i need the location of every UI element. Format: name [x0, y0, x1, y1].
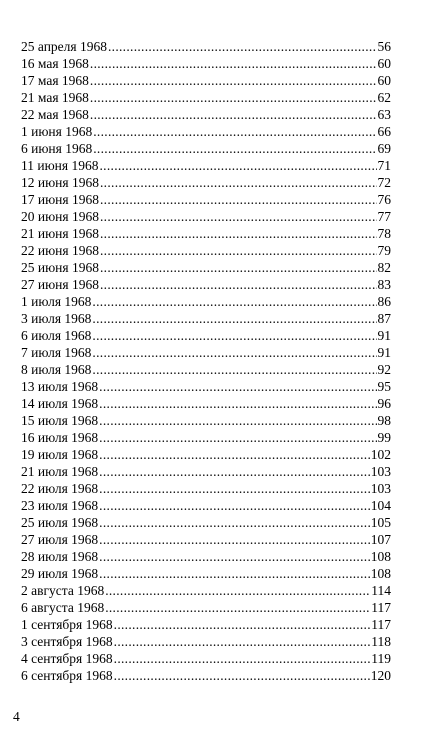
dot-leader [99, 548, 370, 565]
toc-entry-page: 118 [371, 634, 391, 649]
toc-entry-title: 13 июля 1968 [21, 379, 99, 394]
toc-entry[interactable] [21, 361, 391, 378]
toc-entry-page: 72 [377, 175, 391, 190]
page-number: 4 [13, 709, 20, 724]
toc-entry-page: 95 [377, 379, 391, 394]
dot-leader [99, 531, 370, 548]
dot-leader [90, 55, 377, 72]
toc-entry-page: 71 [377, 158, 391, 173]
toc-entry[interactable] [21, 327, 391, 344]
toc-entry-title: 7 июля 1968 [21, 345, 92, 360]
toc-entry-page: 86 [377, 294, 391, 309]
dot-leader [108, 38, 377, 55]
toc-entry[interactable] [21, 548, 391, 565]
toc-entry-title: 25 июня 1968 [21, 260, 99, 275]
dot-leader [114, 650, 371, 667]
toc-entry-page: 87 [377, 311, 391, 326]
toc-entry-page: 62 [377, 90, 391, 105]
toc-entry-page: 120 [370, 668, 391, 683]
toc-entry[interactable] [21, 293, 391, 310]
toc-entry-title: 22 июля 1968 [21, 481, 99, 496]
toc-entry[interactable] [21, 344, 391, 361]
toc-entry[interactable] [21, 106, 391, 123]
toc-entry[interactable] [21, 310, 391, 327]
dot-leader [100, 276, 377, 293]
toc-entry-title: 11 июня 1968 [21, 158, 99, 173]
dot-leader [100, 242, 377, 259]
toc-entry[interactable] [21, 514, 391, 531]
toc-entry-title: 20 июня 1968 [21, 209, 99, 224]
toc-entry-page: 77 [377, 209, 391, 224]
toc-entry-page: 91 [377, 345, 391, 360]
toc-entry[interactable] [21, 259, 391, 276]
toc-entry-page: 63 [377, 107, 391, 122]
toc-entry[interactable] [21, 599, 391, 616]
toc-entry[interactable] [21, 89, 391, 106]
toc-entry-page: 105 [370, 515, 391, 530]
toc-entry[interactable] [21, 480, 391, 497]
toc-entry[interactable] [21, 378, 391, 395]
toc-entry-page: 117 [371, 617, 391, 632]
toc-entry-page: 99 [377, 430, 391, 445]
toc-entry-page: 119 [371, 651, 391, 666]
toc-entry-title: 1 сентября 1968 [21, 617, 113, 632]
toc-entry[interactable] [21, 174, 391, 191]
toc-entry-title: 14 июля 1968 [21, 396, 99, 411]
toc-entry-page: 102 [370, 447, 391, 462]
toc-entry-page: 78 [377, 226, 391, 241]
toc-entry[interactable] [21, 650, 391, 667]
dot-leader [99, 446, 370, 463]
toc-entry[interactable] [21, 191, 391, 208]
toc-entry-title: 22 июня 1968 [21, 243, 99, 258]
toc-entry-title: 2 августа 1968 [21, 583, 105, 598]
toc-entry-title: 27 июня 1968 [21, 277, 99, 292]
toc-entry-page: 103 [370, 481, 391, 496]
toc-entry[interactable] [21, 446, 391, 463]
toc-entry-title: 21 июня 1968 [21, 226, 99, 241]
toc-entry-page: 96 [377, 396, 391, 411]
toc-entry-title: 17 мая 1968 [21, 73, 89, 88]
toc-entry[interactable] [21, 208, 391, 225]
toc-entry-page: 76 [377, 192, 391, 207]
toc-entry[interactable] [21, 395, 391, 412]
toc-entry-page: 66 [377, 124, 391, 139]
dot-leader [99, 463, 370, 480]
toc-entry-title: 15 июля 1968 [21, 413, 99, 428]
toc-entry-title: 3 июля 1968 [21, 311, 92, 326]
toc-entry-title: 16 июля 1968 [21, 430, 99, 445]
dot-leader [100, 208, 377, 225]
toc-entry[interactable] [21, 531, 391, 548]
toc-entry-page: 56 [377, 39, 391, 54]
dot-leader [99, 395, 376, 412]
toc-entry-title: 29 июля 1968 [21, 566, 99, 581]
toc-entry[interactable] [21, 123, 391, 140]
dot-leader [105, 582, 370, 599]
toc-entry[interactable] [21, 565, 391, 582]
toc-entry[interactable] [21, 463, 391, 480]
toc-entry-title: 6 июля 1968 [21, 328, 92, 343]
dot-leader [90, 89, 377, 106]
toc-entry-title: 28 июля 1968 [21, 549, 99, 564]
dot-leader [100, 157, 377, 174]
toc-entry-title: 6 августа 1968 [21, 600, 105, 615]
toc-entry[interactable] [21, 429, 391, 446]
toc-entry-page: 82 [377, 260, 391, 275]
toc-entry-title: 4 сентября 1968 [21, 651, 113, 666]
dot-leader [114, 667, 370, 684]
toc-entry-title: 12 июня 1968 [21, 175, 99, 190]
toc-entry-page: 79 [377, 243, 391, 258]
toc-entry[interactable] [21, 412, 391, 429]
toc-entry[interactable] [21, 633, 391, 650]
dot-leader [90, 72, 377, 89]
dot-leader [92, 344, 376, 361]
dot-leader [92, 293, 376, 310]
dot-leader [99, 412, 376, 429]
dot-leader [114, 633, 371, 650]
dot-leader [100, 259, 377, 276]
toc-entry-title: 1 июля 1968 [21, 294, 92, 309]
dot-leader [99, 378, 376, 395]
toc-entry-title: 22 мая 1968 [21, 107, 89, 122]
toc-entry-page: 117 [371, 600, 391, 615]
dot-leader [93, 140, 376, 157]
toc-entry[interactable] [21, 667, 391, 684]
dot-leader [100, 174, 377, 191]
toc-entry[interactable] [21, 55, 391, 72]
toc-entry-page: 60 [377, 56, 391, 71]
toc-entry-title: 19 июля 1968 [21, 447, 99, 462]
dot-leader [92, 310, 376, 327]
toc-entry-title: 3 сентября 1968 [21, 634, 113, 649]
toc-entry[interactable] [21, 276, 391, 293]
dot-leader [114, 616, 371, 633]
toc-entry[interactable] [21, 582, 391, 599]
toc-entry-title: 25 апреля 1968 [21, 39, 107, 54]
dot-leader [93, 123, 376, 140]
toc-entry-title: 6 сентября 1968 [21, 668, 113, 683]
toc-entry[interactable] [21, 38, 391, 55]
toc-entry-title: 16 мая 1968 [21, 56, 89, 71]
toc-entry-page: 104 [370, 498, 391, 513]
toc-entry-page: 92 [377, 362, 391, 377]
table-of-contents [21, 38, 391, 684]
dot-leader [99, 565, 370, 582]
toc-entry[interactable] [21, 497, 391, 514]
dot-leader [100, 225, 377, 242]
toc-entry[interactable] [21, 157, 391, 174]
toc-entry-title: 25 июля 1968 [21, 515, 99, 530]
toc-entry-page: 103 [370, 464, 391, 479]
dot-leader [90, 106, 377, 123]
toc-entry[interactable] [21, 225, 391, 242]
toc-entry-page: 108 [370, 566, 391, 581]
toc-entry-title: 1 июня 1968 [21, 124, 93, 139]
dot-leader [99, 429, 376, 446]
toc-entry-page: 83 [377, 277, 391, 292]
toc-entry-title: 21 июля 1968 [21, 464, 99, 479]
toc-entry-title: 8 июля 1968 [21, 362, 92, 377]
toc-entry-page: 98 [377, 413, 391, 428]
toc-entry[interactable] [21, 72, 391, 89]
dot-leader [99, 514, 370, 531]
toc-entry-page: 91 [377, 328, 391, 343]
toc-entry-page: 108 [370, 549, 391, 564]
toc-entry-title: 6 июня 1968 [21, 141, 93, 156]
toc-entry-page: 114 [371, 583, 391, 598]
toc-entry-title: 27 июля 1968 [21, 532, 99, 547]
dot-leader [100, 191, 377, 208]
dot-leader [99, 497, 370, 514]
dot-leader [92, 327, 376, 344]
toc-entry-title: 21 мая 1968 [21, 90, 89, 105]
toc-entry-title: 23 июля 1968 [21, 498, 99, 513]
toc-entry-page: 60 [377, 73, 391, 88]
toc-entry-page: 69 [377, 141, 391, 156]
toc-entry[interactable] [21, 140, 391, 157]
toc-entry[interactable] [21, 242, 391, 259]
toc-entry-title: 17 июня 1968 [21, 192, 99, 207]
toc-entry-page: 107 [370, 532, 391, 547]
dot-leader [99, 480, 370, 497]
dot-leader [92, 361, 376, 378]
dot-leader [105, 599, 370, 616]
toc-entry[interactable] [21, 616, 391, 633]
